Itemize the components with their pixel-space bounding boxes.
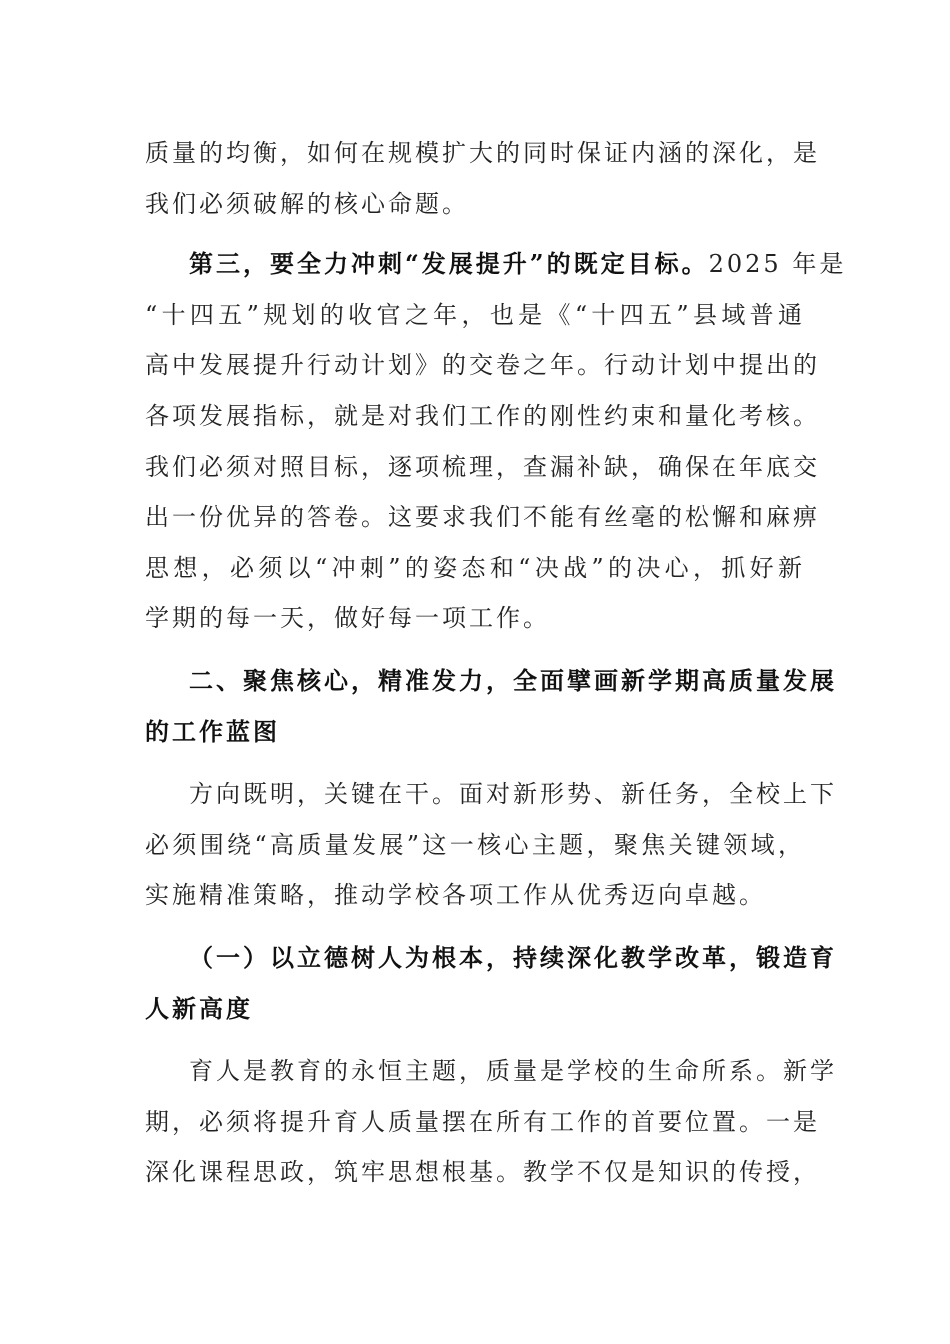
paragraph-4	[145, 1046, 837, 1198]
paragraph-line: 深化课程思政，筑牢思想根基。教学不仅是知识的传授，	[145, 1158, 820, 1187]
paragraph-1	[145, 128, 820, 229]
paragraph-line: 方向既明，关键在干。面对新形势、新任务，全校上下	[189, 780, 837, 809]
paragraph-line: 实施精准策略，推动学校各项工作从优秀迈向卓越。	[145, 881, 766, 910]
paragraph-line: 必须围绕“高质量发展”这一核心主题，聚焦关键领域，	[145, 830, 805, 859]
paragraph-line: 我们必须破解的核心命题。	[145, 189, 469, 218]
heading-line: 人新高度	[145, 993, 253, 1023]
paragraph-line: 思想，必须以“冲刺”的姿态和“决战”的决心，抓好新	[145, 553, 805, 582]
heading-line: 的工作蓝图	[145, 716, 280, 746]
paragraph-first-line	[145, 239, 847, 290]
heading-line: （一）以立德树人为根本，持续深化教学改革，锻造育	[189, 942, 837, 972]
paragraph-line: 育人是教育的永恒主题，质量是学校的生命所系。新学	[189, 1057, 837, 1086]
paragraph-line: 高中发展提升行动计划》的交卷之年。行动计划中提出的	[145, 351, 820, 380]
paragraph-line: 期，必须将提升育人质量摆在所有工作的首要位置。一是	[145, 1107, 820, 1136]
paragraph-line: 出一份优异的答卷。这要求我们不能有丝毫的松懈和麻痹	[145, 503, 820, 532]
section-heading-2	[145, 656, 837, 757]
paragraph-line: 各项发展指标，就是对我们工作的刚性约束和量化考核。	[145, 401, 820, 430]
heading-line: 二、聚焦核心，精准发力，全面擘画新学期高质量发展	[189, 665, 837, 695]
paragraph-2	[145, 239, 847, 644]
subsection-heading-1	[145, 933, 837, 1034]
paragraph-line: “十四五”规划的收官之年，也是《“十四五”县域普通	[145, 300, 805, 329]
lead-rest: 2025 年是	[708, 250, 847, 279]
paragraph-3	[145, 769, 837, 921]
paragraph-line: 我们必须对照目标，逐项梳理，查漏补缺，确保在年底交	[145, 452, 820, 481]
paragraph-line: 质量的均衡，如何在规模扩大的同时保证内涵的深化，是	[145, 139, 820, 167]
document-page	[145, 128, 847, 1198]
paragraph-line: 学期的每一天，做好每一项工作。	[145, 604, 550, 633]
emphasis-lead: 第三，要全力冲刺“发展提升”的既定目标。	[189, 249, 709, 279]
